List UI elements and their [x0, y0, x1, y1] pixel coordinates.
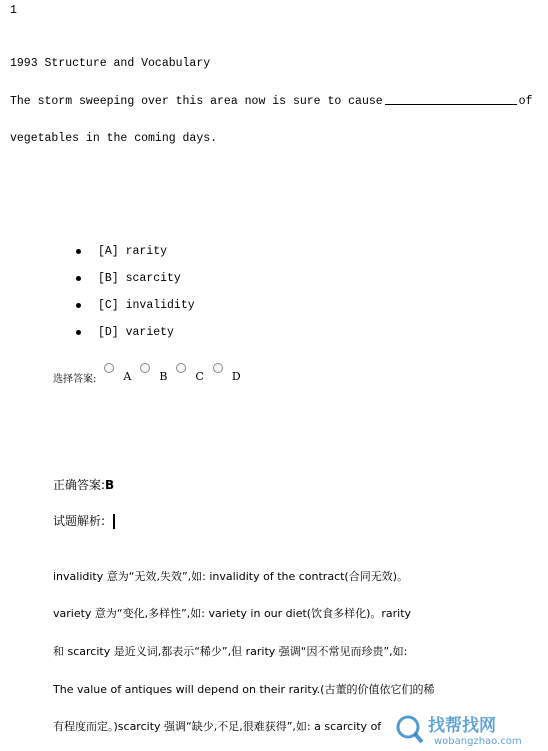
explanation-line: 和 scarcity 是近义词,都表示“稀少”,但 rarity 强调“因不常见而珍贵”,如:: [53, 645, 408, 658]
question-line-1: [10, 94, 532, 108]
options-list: [76, 238, 195, 346]
bullet-icon: [76, 303, 81, 308]
option-key: [A]: [98, 245, 119, 258]
radio-option-a[interactable]: [104, 362, 131, 383]
correct-answer-value: B: [105, 478, 115, 492]
radio-label: C: [195, 370, 204, 383]
watermark-logo: [394, 713, 544, 747]
option-key: [D]: [98, 326, 119, 339]
option-key: [B]: [98, 272, 119, 285]
option-d: [76, 319, 195, 346]
bullet-icon: [76, 249, 81, 254]
radio-option-d[interactable]: [213, 362, 241, 383]
option-text: scarcity: [125, 272, 181, 285]
radio-button[interactable]: [213, 363, 223, 373]
radio-button[interactable]: [104, 363, 114, 373]
watermark-cn: 找帮找网: [428, 716, 496, 736]
answer-select-label: 选择答案:: [53, 374, 97, 385]
correct-answer-label: 正确答案:: [53, 478, 106, 492]
answer-select-row: [53, 362, 250, 385]
explanation-line: 有程度而定。)scarcity 强调“缺少,不足,很难获得”,如: a scarcity of: [53, 720, 382, 733]
question-text-before: The storm sweeping over this area now is sure to cause: [10, 95, 383, 108]
option-text: invalidity: [125, 299, 195, 312]
question-text-after: of: [518, 95, 533, 108]
watermark-en: wobangzhao.com: [434, 736, 522, 747]
correct-answer: [53, 476, 114, 493]
radio-label: D: [231, 370, 241, 383]
text-cursor: [113, 514, 115, 529]
option-b: [76, 265, 195, 292]
option-c: [76, 292, 195, 319]
radio-button[interactable]: [176, 363, 186, 373]
bullet-icon: [76, 276, 81, 281]
radio-label: A: [123, 370, 132, 383]
option-text: rarity: [125, 245, 168, 258]
section-title: 1993 Structure and Vocabulary: [10, 57, 211, 70]
radio-option-c[interactable]: [176, 362, 203, 383]
option-a: [76, 238, 195, 265]
explanation-line: The value of antiques will depend on their rarity.(古董的价值依它们的稀: [53, 683, 435, 696]
question-line-2: vegetables in the coming days.: [10, 132, 218, 145]
answer-blank: [385, 94, 517, 105]
explanation-label: 试题解析:: [53, 514, 106, 528]
explanation-line: invalidity 意为“无效,失效”,如: invalidity of the contract(合同无效)。: [53, 570, 409, 583]
radio-button[interactable]: [140, 363, 150, 373]
option-text: variety: [125, 326, 174, 339]
option-key: [C]: [98, 299, 119, 312]
radio-label: B: [159, 370, 168, 383]
explanation-line: variety 意为“变化,多样性”,如: variety in our diet(饮食多样化)。rarity: [53, 607, 412, 620]
page-number: 1: [10, 4, 17, 17]
radio-option-b[interactable]: [140, 362, 167, 383]
bullet-icon: [76, 330, 81, 335]
explanation-heading: [53, 512, 115, 529]
